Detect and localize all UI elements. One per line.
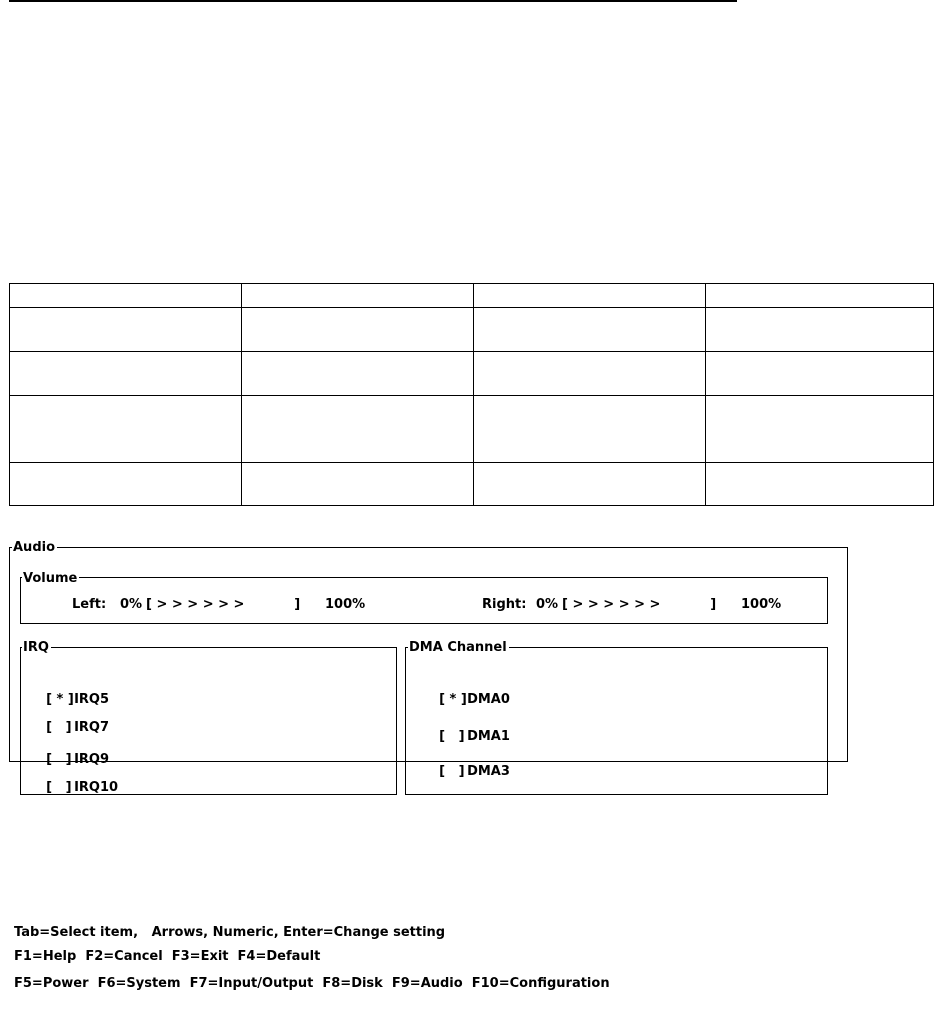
help-line-function-keys-2: F5=Power F6=System F7=Input/Output F8=Disk F9=Audio F10=Configuration [14,976,610,991]
dma3-checkbox[interactable]: [ ] [439,764,465,779]
table-cell [474,352,706,396]
table-row [10,308,934,352]
dma-group-title: DMA Channel [409,640,507,655]
table-row [10,396,934,463]
dma0-label: DMA0 [467,692,510,707]
top-rule [9,0,737,2]
dma0-checkbox[interactable]: [ * ] [439,692,467,707]
table-cell [474,308,706,352]
table-cell [474,284,706,308]
table-cell [474,463,706,506]
table-cell [706,284,934,308]
table-cell [10,284,242,308]
table-cell [242,352,474,396]
volume-right-slider[interactable]: [ > > > > > > ] [562,597,717,612]
volume-left-slider[interactable]: [ > > > > > > ] [146,597,301,612]
table-cell [10,396,242,463]
table-row [10,352,934,396]
dma3-label: DMA3 [467,764,510,779]
table-cell [242,396,474,463]
table-cell [706,396,934,463]
volume-left-max: 100% [325,597,366,612]
volume-left-label: Left: [72,597,107,612]
empty-table [9,283,934,506]
table-cell [10,308,242,352]
volume-right-min: 0% [536,597,559,612]
dma1-option[interactable] [430,713,510,745]
table-cell [706,463,934,506]
table-cell [242,308,474,352]
irq9-label: IRQ9 [74,752,110,767]
irq5-checkbox[interactable]: [ * ] [46,692,74,707]
table-cell [242,284,474,308]
irq7-checkbox[interactable]: [ ] [46,720,72,735]
audio-dialog-title: Audio [13,540,56,555]
table-row [10,284,934,308]
irq5-label: IRQ5 [74,692,110,707]
irq7-option[interactable] [37,704,109,736]
volume-group-title: Volume [23,571,78,586]
dma1-label: DMA1 [467,729,510,744]
volume-left-min: 0% [120,597,143,612]
irq7-label: IRQ7 [74,720,110,735]
help-line-function-keys-1: F1=Help F2=Cancel F3=Exit F4=Default [14,949,321,964]
dma3-option[interactable] [430,748,510,780]
irq9-checkbox[interactable]: [ ] [46,752,72,767]
table-cell [474,396,706,463]
irq10-option[interactable] [37,764,118,796]
irq-group-title: IRQ [23,640,49,655]
irq10-checkbox[interactable]: [ ] [46,780,72,795]
dma0-option[interactable] [430,676,510,708]
table-cell [706,352,934,396]
table-cell [10,352,242,396]
dma1-checkbox[interactable]: [ ] [439,729,465,744]
table-cell [706,308,934,352]
irq10-label: IRQ10 [74,780,119,795]
help-line-navigation: Tab=Select item, Arrows, Numeric, Enter=Change setting [14,925,446,940]
table-cell [242,463,474,506]
table-cell [10,463,242,506]
table-row [10,463,934,506]
volume-right-max: 100% [741,597,782,612]
volume-right-label: Right: [482,597,527,612]
